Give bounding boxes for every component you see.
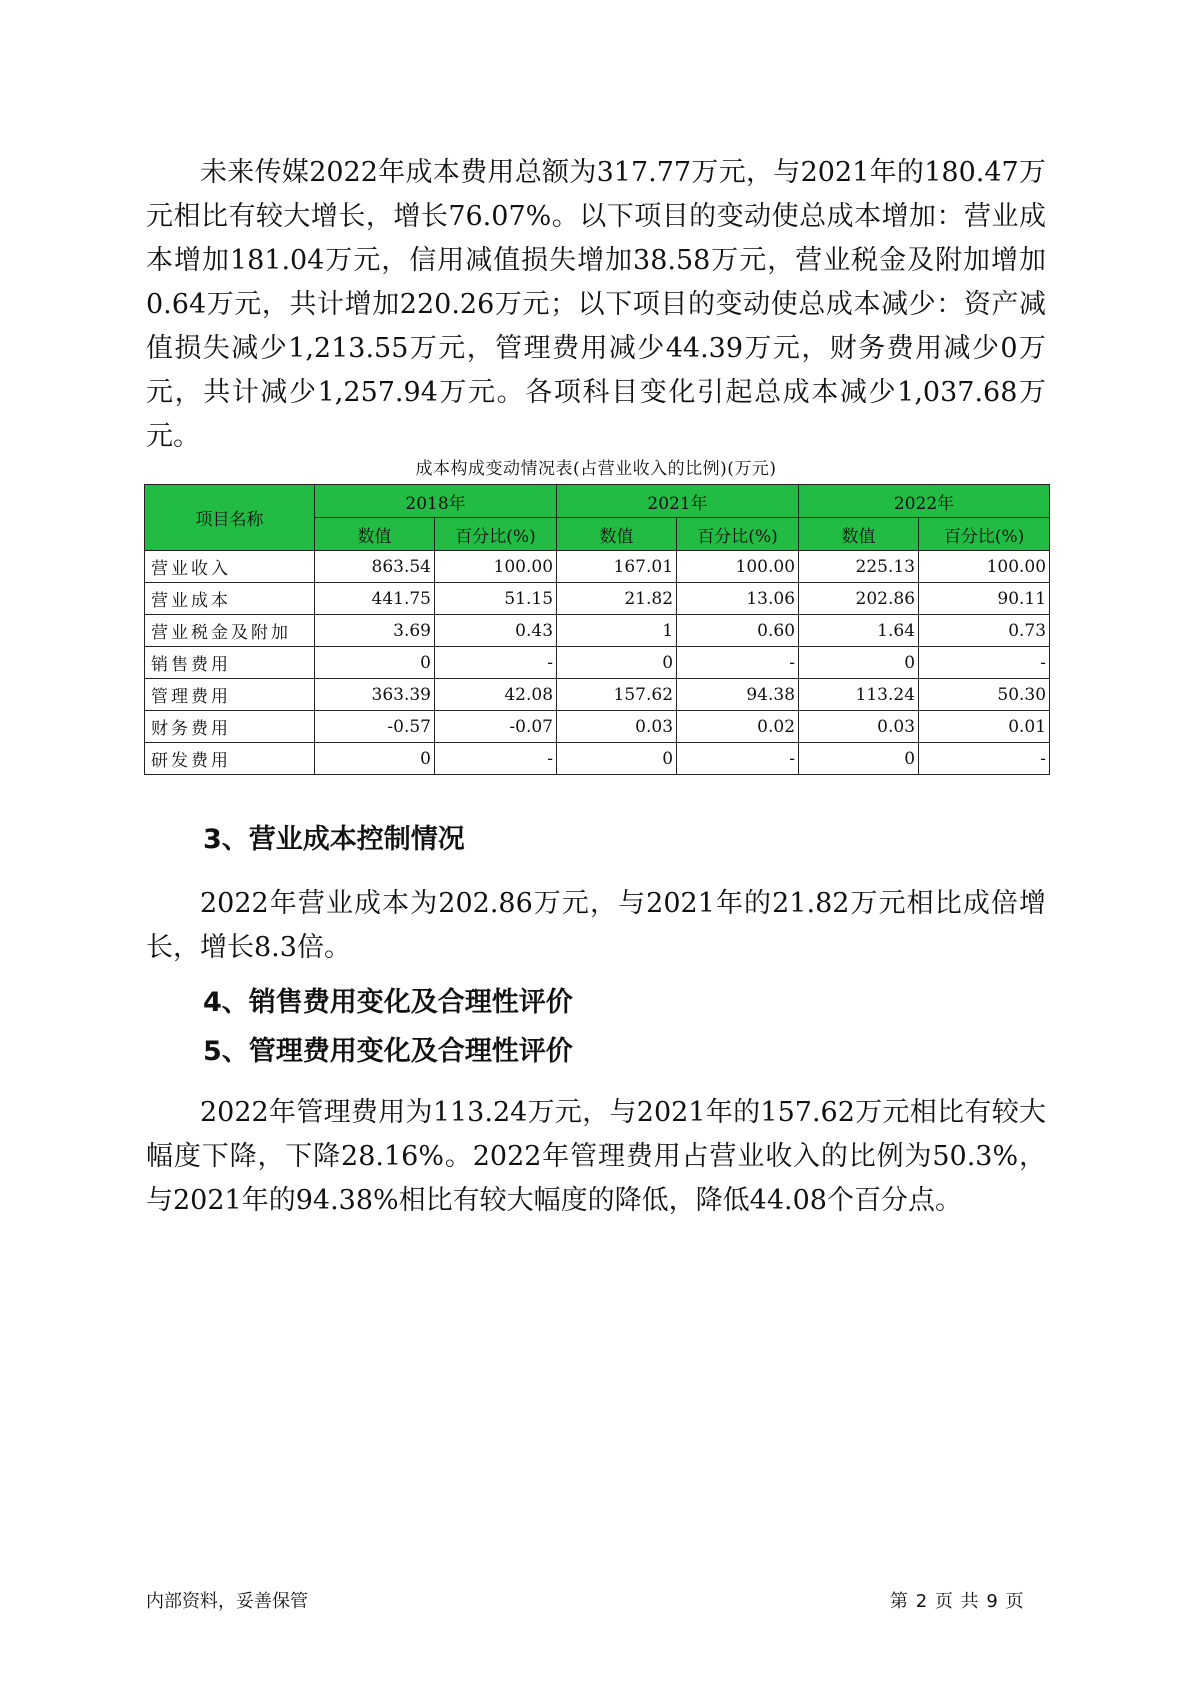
percent-cell: 0.43 bbox=[435, 615, 557, 647]
table-row bbox=[145, 551, 1050, 583]
value-cell: 157.62 bbox=[557, 679, 677, 711]
value-cell: 113.24 bbox=[799, 679, 919, 711]
row-label: 研发费用 bbox=[145, 743, 315, 775]
value-cell: 1.64 bbox=[799, 615, 919, 647]
percent-cell: 100.00 bbox=[435, 551, 557, 583]
row-label: 管理费用 bbox=[145, 679, 315, 711]
percent-cell: 0.02 bbox=[677, 711, 799, 743]
section-heading: 3、营业成本控制情况 bbox=[203, 824, 465, 855]
percent-cell: 90.11 bbox=[919, 583, 1050, 615]
row-label: 财务费用 bbox=[145, 711, 315, 743]
operating-cost-paragraph: 2022年营业成本为202.86万元，与2021年的21.82万元相比成倍增长，增长8.3倍。 bbox=[146, 888, 1046, 963]
intro-paragraph: 未来传媒2022年成本费用总额为317.77万元，与2021年的180.47万元相比有较大增长，增长76.07%。以下项目的变动使总成本增加：营业成本增加181.04万元，信用减值损失增加38.58万元，营业税金及附加增加0.64万元，共计增加220.26万元；以下项目的变动使总成本减少：资产减值损失减少1,213.55万元，管理费用减少44.39万元，财务费用减少0万元，共计减少1,257.94万元。各项科目变化引起总成本减少1,037.68万元。 bbox=[146, 157, 1046, 452]
value-cell: 0.03 bbox=[557, 711, 677, 743]
table-body bbox=[145, 551, 1050, 775]
page-number: 第 2 页 共 9 页 bbox=[890, 1591, 1025, 1612]
value-cell: 167.01 bbox=[557, 551, 677, 583]
value-cell: 202.86 bbox=[799, 583, 919, 615]
table-row bbox=[145, 615, 1050, 647]
value-cell: 1 bbox=[557, 615, 677, 647]
row-label: 营业成本 bbox=[145, 583, 315, 615]
value-header: 数值 bbox=[315, 518, 435, 551]
table-row bbox=[145, 679, 1050, 711]
percent-cell: 50.30 bbox=[919, 679, 1050, 711]
percent-cell: 0.01 bbox=[919, 711, 1050, 743]
value-header: 数值 bbox=[799, 518, 919, 551]
percent-header: 百分比(%) bbox=[435, 518, 557, 551]
value-cell: 441.75 bbox=[315, 583, 435, 615]
admin-expense-paragraph: 2022年管理费用为113.24万元，与2021年的157.62万元相比有较大幅度下降，下降28.16%。2022年管理费用占营业收入的比例为50.3%，与2021年的94.38%相比有较大幅度的降低，降低44.08个百分点。 bbox=[146, 1097, 1046, 1216]
table-caption: 成本构成变动情况表(占营业收入的比例)(万元) bbox=[415, 459, 777, 479]
footer-confidential-note: 内部资料，妥善保管 bbox=[146, 1591, 308, 1612]
percent-cell: 100.00 bbox=[919, 551, 1050, 583]
percent-cell: 13.06 bbox=[677, 583, 799, 615]
percent-cell: 94.38 bbox=[677, 679, 799, 711]
percent-cell: -0.07 bbox=[435, 711, 557, 743]
table-row bbox=[145, 711, 1050, 743]
table-row bbox=[145, 583, 1050, 615]
value-cell: 3.69 bbox=[315, 615, 435, 647]
percent-cell: 0.60 bbox=[677, 615, 799, 647]
value-cell: 0 bbox=[315, 647, 435, 679]
percent-header: 百分比(%) bbox=[919, 518, 1050, 551]
value-cell: 0 bbox=[799, 647, 919, 679]
value-cell: 0 bbox=[799, 743, 919, 775]
percent-cell: - bbox=[677, 743, 799, 775]
year-header: 2021年 bbox=[557, 485, 799, 518]
year-header: 2022年 bbox=[799, 485, 1050, 518]
year-header: 2018年 bbox=[315, 485, 557, 518]
value-cell: 225.13 bbox=[799, 551, 919, 583]
percent-cell: - bbox=[677, 647, 799, 679]
value-cell: 363.39 bbox=[315, 679, 435, 711]
percent-cell: - bbox=[435, 743, 557, 775]
percent-cell: 0.73 bbox=[919, 615, 1050, 647]
value-cell: 0 bbox=[315, 743, 435, 775]
value-header: 数值 bbox=[557, 518, 677, 551]
percent-cell: - bbox=[919, 647, 1050, 679]
value-cell: -0.57 bbox=[315, 711, 435, 743]
percent-cell: 51.15 bbox=[435, 583, 557, 615]
percent-cell: - bbox=[919, 743, 1050, 775]
value-cell: 0 bbox=[557, 647, 677, 679]
percent-header: 百分比(%) bbox=[677, 518, 799, 551]
value-cell: 863.54 bbox=[315, 551, 435, 583]
section-heading: 5、管理费用变化及合理性评价 bbox=[203, 1036, 573, 1067]
row-label: 销售费用 bbox=[145, 647, 315, 679]
percent-cell: - bbox=[435, 647, 557, 679]
row-label: 营业收入 bbox=[145, 551, 315, 583]
section-heading: 4、销售费用变化及合理性评价 bbox=[203, 987, 573, 1018]
value-cell: 0.03 bbox=[799, 711, 919, 743]
table-row bbox=[145, 647, 1050, 679]
value-cell: 0 bbox=[557, 743, 677, 775]
cost-structure-table bbox=[144, 484, 1050, 775]
row-label: 营业税金及附加 bbox=[145, 615, 315, 647]
table-row bbox=[145, 743, 1050, 775]
percent-cell: 42.08 bbox=[435, 679, 557, 711]
value-cell: 21.82 bbox=[557, 583, 677, 615]
percent-cell: 100.00 bbox=[677, 551, 799, 583]
item-name-header: 项目名称 bbox=[145, 485, 315, 551]
